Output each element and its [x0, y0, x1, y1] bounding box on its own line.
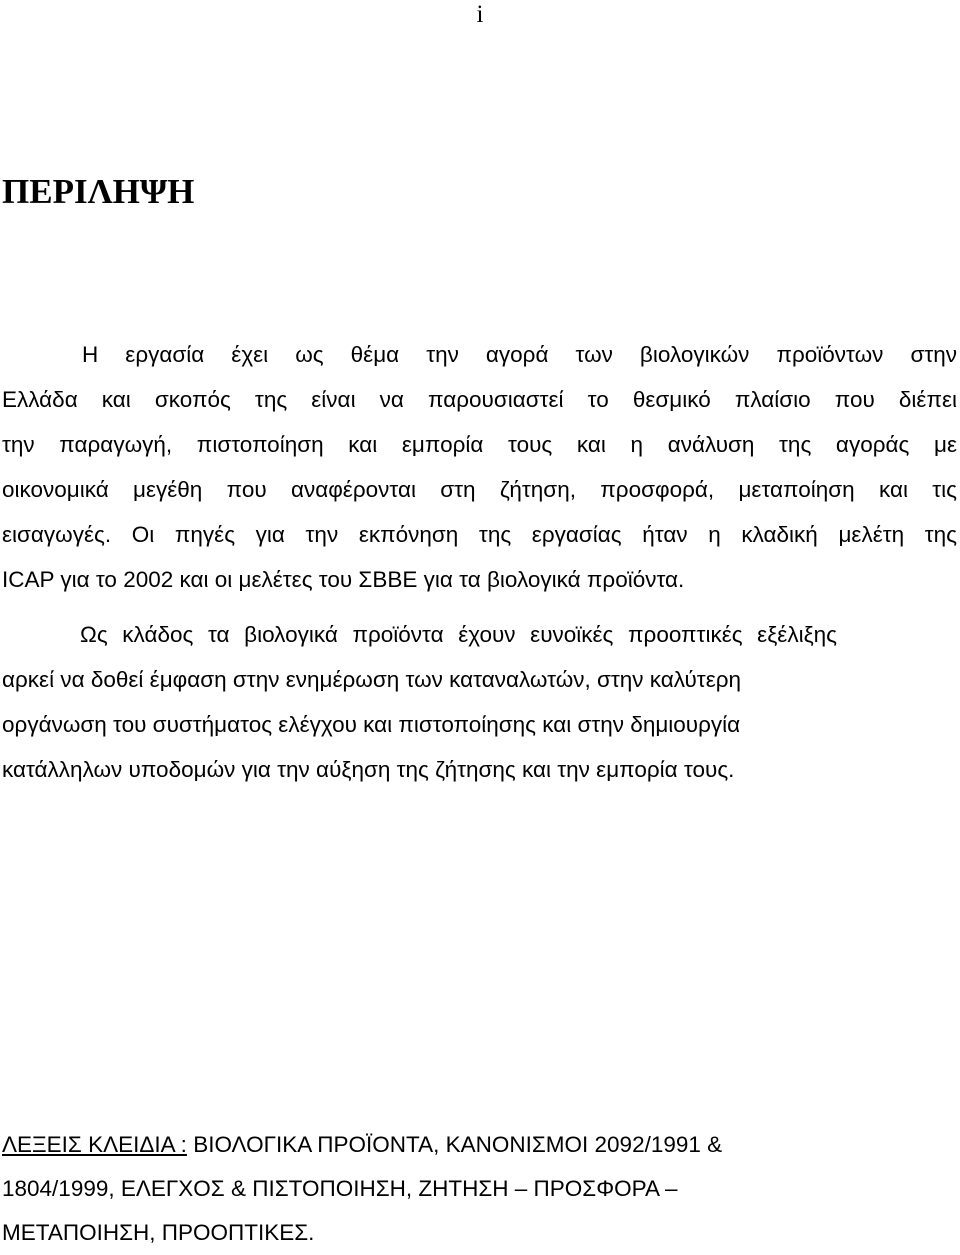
keywords-line-1 — [2, 1123, 957, 1167]
page-number: i — [476, 1, 484, 28]
abstract-line: την παραγωγή, πιστοποίηση και εμπορία τους και η ανάλυση της αγοράς με — [2, 432, 957, 457]
abstract-line: Η εργασία έχει ως θέμα την αγορά των βιολογικών προϊόντων στην — [82, 342, 957, 367]
page-title: ΠΕΡΙΛΗΨΗ — [2, 172, 195, 211]
abstract-paragraph-1 — [2, 332, 957, 602]
keywords-text: ΒΙΟΛΟΓΙΚΑ ΠΡΟΪΟΝΤΑ, ΚΑΝΟΝΙΣΜΟΙ 2092/1991 & — [193, 1132, 723, 1157]
abstract-line: οργάνωση του συστήματος ελέγχου και πιστοποίησης και στην δημιουργία — [2, 712, 741, 737]
abstract-line: Ως κλάδος τα βιολογικά προϊόντα έχουν ευνοϊκές προοπτικές εξέλιξης — [80, 622, 837, 647]
abstract-line: εισαγωγές. Οι πηγές για την εκπόνηση της εργασίας ήταν η κλαδική μελέτη της — [2, 522, 957, 547]
abstract-line: οικονομικά μεγέθη που αναφέρονται στη ζήτηση, προσφορά, μεταποίηση και τις — [2, 477, 957, 502]
abstract-line: ICAP για το 2002 και οι μελέτες του ΣΒΒΕ για τα βιολογικά προϊόντα. — [2, 567, 685, 592]
keywords-label: ΛΕΞΕΙΣ ΚΛΕΙΔΙΑ : — [2, 1132, 187, 1157]
abstract-line: Ελλάδα και σκοπός της είναι να παρουσιαστεί το θεσμικό πλαίσιο που διέπει — [2, 387, 957, 412]
keywords-line-3: ΜΕΤΑΠΟΙΗΣΗ, ΠΡΟΟΠΤΙΚΕΣ. — [2, 1220, 315, 1245]
abstract-line: κατάλληλων υποδομών για την αύξηση της ζήτησης και την εμπορία τους. — [2, 757, 735, 782]
keywords-section — [2, 1123, 957, 1255]
abstract-paragraph-2 — [2, 612, 957, 792]
abstract-line: αρκεί να δοθεί έμφαση στην ενημέρωση των καταναλωτών, στην καλύτερη — [2, 667, 742, 692]
keywords-line-2: 1804/1999, ΕΛΕΓΧΟΣ & ΠΙΣΤΟΠΟΙΗΣΗ, ΖΗΤΗΣΗ – ΠΡΟΣΦΟΡΑ – — [2, 1176, 678, 1201]
